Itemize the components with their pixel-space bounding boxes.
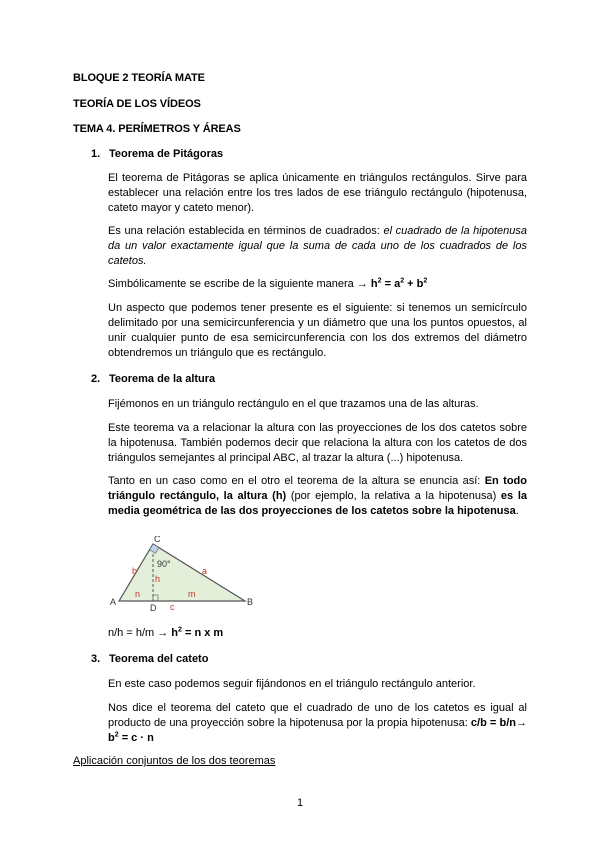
sup-3: 2 — [423, 277, 428, 285]
section-1-title: Teorema de Pitágoras — [109, 148, 224, 160]
label-vertex-b: B — [247, 597, 254, 607]
p3-bold-1: En todo triángulo rectángulo, la altura (h) — [108, 475, 527, 502]
section-3-paragraph-1: En este caso podemos seguir fijándonos en el triángulo rectángulo anterior. — [108, 678, 476, 690]
formula-eq: = a — [381, 278, 401, 290]
p2-bold-1: c/b = b/n→ b — [108, 717, 527, 744]
label-vertex-d: D — [150, 603, 157, 612]
section-1-paragraph-1: El teorema de Pitágoras se aplica únicamente en triángulos rectángulos. Sirve para establecer una relación entre los tres lados de ese triángulo rectángulo (hipotenusa, cateto mayor y cateto menor). — [108, 172, 527, 214]
p3-mid: (por ejemplo, la relativa a la hipotenusa) — [286, 490, 501, 502]
section-2-paragraph-2: Este teorema va a relacionar la altura con las proyecciones de los dos catetos sobre la hipotenusa. También podemos decir que relaciona la altura con los catetos de dos triángulos semejantes al principal ABC, al trazar la altura (...) hipotenusa. — [108, 422, 527, 464]
sup-5: 2 — [114, 731, 119, 739]
formula-lead: n/h = h/m → — [108, 627, 172, 639]
section-1-paragraph-2 — [108, 224, 527, 269]
section-3-title: Teorema del cateto — [109, 653, 209, 665]
p2-bold-2: = c · n — [118, 732, 154, 744]
label-angle: 90° — [157, 559, 171, 569]
p3-bold-2: es la media geométrica de las dos proyecciones de los catetos sobre la hipotenusa — [108, 490, 527, 517]
label-seg-n: n — [135, 589, 141, 599]
subtitle-aplicacion: Aplicación conjuntos de los dos teoremas — [73, 755, 276, 767]
label-seg-m: m — [188, 589, 196, 599]
label-side-c: c — [170, 602, 175, 612]
section-3-number: 3. — [91, 653, 101, 665]
heading-tema: TEMA 4. PERÍMETROS Y ÁREAS — [73, 123, 241, 135]
section-1-heading — [91, 148, 223, 160]
section-2-paragraph-1: Fijémonos en un triángulo rectángulo en el que trazamos una de las alturas. — [108, 398, 479, 410]
sup-2: 2 — [400, 277, 405, 285]
p2-lead: Es una relación establecida en términos de cuadrados: — [108, 225, 384, 237]
section-1-number: 1. — [91, 148, 101, 160]
p3-end: . — [515, 505, 519, 517]
formula-plus: + b — [404, 278, 424, 290]
sup-1: 2 — [377, 277, 382, 285]
formula-rest: = n x m — [181, 627, 224, 639]
heading-bloque: BLOQUE 2 TEORÍA MATE — [73, 72, 205, 84]
right-triangle-figure — [108, 536, 258, 612]
p2-lead-3: Nos dice el teorema del cateto que el cuadrado de uno de los catetos es igual al producto de una proyección sobre la hipotenusa por la propia hipotenusa: — [108, 702, 527, 729]
section-2-number: 2. — [91, 373, 101, 385]
p2-italic: el cuadrado de la hipotenusa da un valor exactamente igual que la suma de cada uno de los cuadrados de los catetos. — [108, 225, 528, 267]
label-side-b: b — [132, 566, 138, 576]
section-2-title: Teorema de la altura — [109, 373, 216, 385]
section-1-paragraph-3 — [108, 277, 527, 292]
section-3-paragraph-2 — [108, 701, 527, 746]
section-1-paragraph-4: Un aspecto que podemos tener presente es el siguiente: si tenemos un semicírculo delimitado por una semicircunferencia y un diámetro que una los puntos opuestos, al unir cualquier punto de esa semicircunferencia con los dos extremos del diámetro obtendremos un triángulo que es rectángulo. — [108, 302, 527, 359]
label-vertex-c: C — [154, 536, 161, 544]
p3-lead: Simbólicamente se escribe de la siguiente manera → — [108, 278, 371, 290]
formula-h-2: h — [171, 627, 179, 639]
section-2-paragraph-3 — [108, 474, 527, 519]
section-2-heading — [91, 373, 215, 385]
page-number: 1 — [296, 797, 304, 809]
label-vertex-a: A — [110, 597, 117, 607]
p3-lead-2: Tanto en un caso como en el otro el teorema de la altura se enuncia así: — [108, 475, 485, 487]
section-3-heading — [91, 653, 208, 665]
section-2-formula — [108, 626, 527, 641]
label-side-a: a — [202, 566, 208, 576]
heading-teoria: TEORÍA DE LOS VÍDEOS — [73, 98, 201, 110]
label-height: h — [155, 574, 161, 584]
sup-4: 2 — [178, 626, 182, 634]
formula-h: h — [370, 278, 378, 290]
